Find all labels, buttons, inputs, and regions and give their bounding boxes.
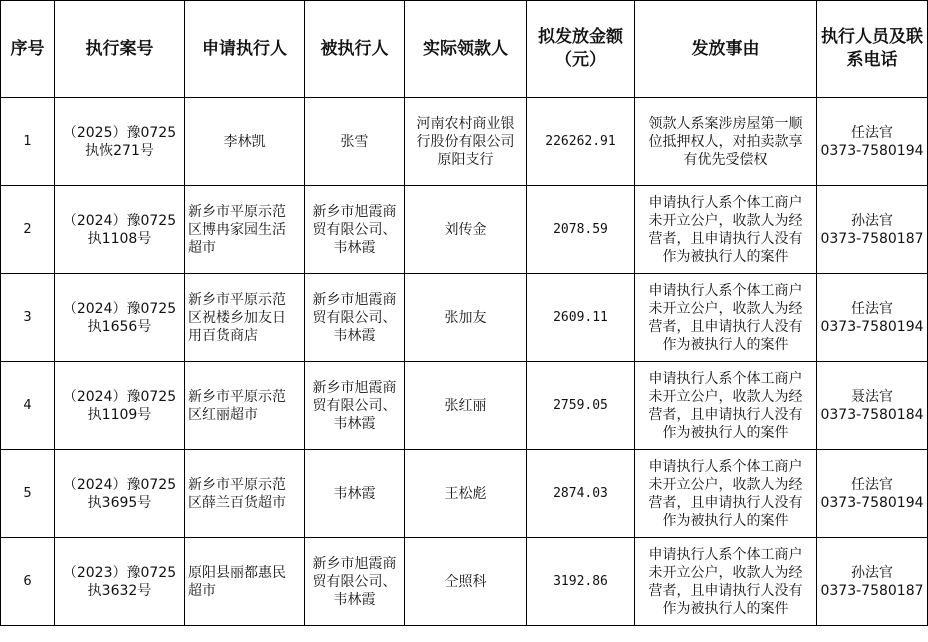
row-no-cell (1, 186, 55, 274)
reason-line: 未开立公户，收款人为经 (648, 564, 803, 581)
applicant-cell (185, 274, 305, 362)
reason-line: 申请执行人系个体工商户 (648, 458, 803, 475)
case-number-line: 执3632号 (87, 582, 152, 599)
respondent-line: 贸有限公司、 (312, 221, 397, 238)
applicant-line: 区薛兰百货超市 (188, 494, 286, 511)
respondent-cell (305, 186, 405, 274)
reason-line: 有优先受偿权 (683, 151, 768, 168)
respondent-cell (305, 538, 405, 626)
reason-line: 营者，且申请执行人没有 (648, 406, 803, 423)
officer-cell (817, 274, 928, 362)
applicant-line: 新乡市平原示范 (188, 476, 286, 493)
reason-cell (635, 538, 817, 626)
applicant-cell (185, 450, 305, 538)
reason-cell (635, 186, 817, 274)
reason-line: 营者，且申请执行人没有 (648, 230, 803, 247)
officer-cell (817, 98, 928, 186)
officer-cell (817, 538, 928, 626)
reason-line: 申请执行人系个体工商户 (648, 546, 803, 563)
payee-cell (405, 450, 527, 538)
reason-line: 作为被执行人的案件 (662, 248, 789, 265)
case-number-cell (55, 274, 185, 362)
case-number-line: 执1656号 (87, 318, 152, 335)
officer-name: 任法官 (851, 124, 893, 141)
payee-cell (405, 538, 527, 626)
officer-phone: 0373-7580194 (820, 318, 924, 335)
reason-line: 未开立公户，收款人为经 (648, 300, 803, 317)
row-no-cell (1, 98, 55, 186)
case-number-line: （2024）豫0725 (62, 388, 177, 405)
payee-line: 王松彪 (444, 485, 487, 502)
reason-line: 未开立公户，收款人为经 (648, 476, 803, 493)
reason-line: 作为被执行人的案件 (662, 512, 789, 529)
payee-cell (405, 98, 527, 186)
officer-name: 任法官 (851, 300, 893, 317)
reason-line: 作为被执行人的案件 (662, 424, 789, 441)
applicant-line: 原阳县丽都惠民 (188, 564, 286, 581)
table-row (1, 274, 928, 362)
row-no-cell (1, 538, 55, 626)
payee-cell (405, 186, 527, 274)
applicant-line: 区博冉家园生活 (188, 221, 286, 238)
reason-line: 营者，且申请执行人没有 (648, 494, 803, 511)
header-reason: 发放事由 (635, 1, 817, 98)
officer-name: 任法官 (851, 476, 893, 493)
reason-cell (635, 450, 817, 538)
applicant-line: 新乡市平原示范 (188, 291, 286, 308)
reason-line: 未开立公户，收款人为经 (648, 388, 803, 405)
payee-line: 张红丽 (444, 397, 487, 414)
applicant-line: 超市 (188, 582, 216, 599)
case-number-line: 执1108号 (87, 230, 152, 247)
respondent-cell (305, 450, 405, 538)
case-number-cell (55, 186, 185, 274)
row-no-cell (1, 274, 55, 362)
respondent-line: 韦林霞 (333, 485, 376, 502)
amount-cell (527, 186, 635, 274)
reason-cell (635, 362, 817, 450)
reason-cell (635, 98, 817, 186)
applicant-cell (185, 362, 305, 450)
respondent-line: 韦林霞 (333, 415, 376, 432)
case-number-cell (55, 450, 185, 538)
officer-cell (817, 450, 928, 538)
respondent-line: 韦林霞 (333, 327, 376, 344)
respondent-cell (305, 274, 405, 362)
row-no: 3 (23, 309, 32, 325)
row-no-cell (1, 450, 55, 538)
reason-line: 作为被执行人的案件 (662, 336, 789, 353)
payee-line: 行股份有限公司 (416, 133, 515, 150)
table-row (1, 362, 928, 450)
amount-cell (527, 538, 635, 626)
amount: 2759.05 (553, 397, 608, 413)
payee-cell (405, 274, 527, 362)
respondent-line: 新乡市旭霞商 (312, 379, 397, 396)
applicant-line: 区红丽超市 (188, 406, 258, 423)
applicant-line: 用百货商店 (188, 327, 258, 344)
table-row (1, 450, 928, 538)
respondent-line: 韦林霞 (333, 591, 376, 608)
reason-line: 未开立公户，收款人为经 (648, 212, 803, 229)
respondent-cell (305, 362, 405, 450)
respondent-line: 贸有限公司、 (312, 397, 397, 414)
applicant-line: 区祝楼乡加友日 (188, 309, 286, 326)
applicant-line: 新乡市平原示范 (188, 203, 286, 220)
header-respondent: 被执行人 (305, 1, 405, 98)
header-no: 序号 (1, 1, 55, 98)
case-number-line: 执3695号 (87, 494, 152, 511)
case-number-cell (55, 538, 185, 626)
row-no: 4 (23, 397, 32, 413)
header-officer: 执行人员及联系电话 (817, 1, 928, 98)
reason-line: 申请执行人系个体工商户 (648, 370, 803, 387)
amount: 226262.91 (545, 133, 616, 149)
officer-phone: 0373-7580187 (820, 230, 924, 247)
officer-phone: 0373-7580187 (820, 582, 924, 599)
payee-line: 张加友 (444, 309, 487, 326)
reason-line: 作为被执行人的案件 (662, 600, 789, 617)
officer-name: 聂法官 (851, 388, 893, 405)
amount: 2609.11 (553, 309, 608, 325)
table-row (1, 186, 928, 274)
case-number-line: 执恢271号 (85, 142, 154, 159)
case-number-cell (55, 362, 185, 450)
row-no-cell (1, 362, 55, 450)
case-number-line: （2024）豫0725 (62, 476, 177, 493)
reason-line: 位抵押权人，对拍卖款享 (648, 133, 803, 150)
amount-cell (527, 98, 635, 186)
applicant-cell (185, 186, 305, 274)
header-case: 执行案号 (55, 1, 185, 98)
respondent-line: 新乡市旭霞商 (312, 203, 397, 220)
reason-line: 营者，且申请执行人没有 (648, 318, 803, 335)
row-no: 1 (23, 133, 32, 149)
case-number-line: 执1109号 (87, 406, 152, 423)
header-row (1, 1, 928, 98)
respondent-line: 贸有限公司、 (312, 573, 397, 590)
applicant-cell (185, 538, 305, 626)
row-no: 2 (23, 221, 32, 237)
officer-name: 孙法官 (851, 564, 893, 581)
applicant-line: 超市 (188, 239, 216, 256)
header-payee: 实际领款人 (405, 1, 527, 98)
amount: 3192.86 (553, 573, 608, 589)
amount: 2874.03 (553, 485, 608, 501)
applicant-line: 李林凯 (223, 133, 266, 150)
respondent-line: 张雪 (340, 133, 369, 150)
case-number-line: （2024）豫0725 (62, 300, 177, 317)
payee-line: 原阳支行 (437, 151, 494, 168)
officer-cell (817, 186, 928, 274)
reason-cell (635, 274, 817, 362)
case-number-line: （2023）豫0725 (62, 564, 177, 581)
case-number-line: （2024）豫0725 (62, 212, 177, 229)
payee-cell (405, 362, 527, 450)
applicant-cell (185, 98, 305, 186)
applicant-line: 新乡市平原示范 (188, 388, 286, 405)
amount-cell (527, 362, 635, 450)
respondent-line: 贸有限公司、 (312, 309, 397, 326)
header-applicant: 申请执行人 (185, 1, 305, 98)
officer-phone: 0373-7580184 (820, 406, 924, 423)
payee-line: 河南农村商业银 (416, 115, 515, 132)
row-no: 5 (23, 485, 32, 501)
respondent-line: 新乡市旭霞商 (312, 555, 397, 572)
case-number-cell (55, 98, 185, 186)
reason-line: 申请执行人系个体工商户 (648, 282, 803, 299)
officer-cell (817, 362, 928, 450)
officer-name: 孙法官 (851, 212, 893, 229)
reason-line: 营者，且申请执行人没有 (648, 582, 803, 599)
table-row (1, 538, 928, 626)
header-amount: 拟发放金额（元） (527, 1, 635, 98)
reason-line: 领款人系案涉房屋第一顺 (648, 115, 803, 132)
respondent-line: 新乡市旭霞商 (312, 291, 397, 308)
row-no: 6 (23, 573, 32, 589)
case-number-line: （2025）豫0725 (62, 124, 177, 141)
officer-phone: 0373-7580194 (820, 142, 924, 159)
amount: 2078.59 (553, 221, 608, 237)
officer-phone: 0373-7580194 (820, 494, 924, 511)
amount-cell (527, 274, 635, 362)
payee-line: 刘传金 (444, 221, 487, 238)
reason-line: 申请执行人系个体工商户 (648, 194, 803, 211)
respondent-line: 韦林霞 (333, 239, 376, 256)
respondent-cell (305, 98, 405, 186)
payee-line: 仝照科 (444, 573, 487, 590)
table-row (1, 98, 928, 186)
amount-cell (527, 450, 635, 538)
